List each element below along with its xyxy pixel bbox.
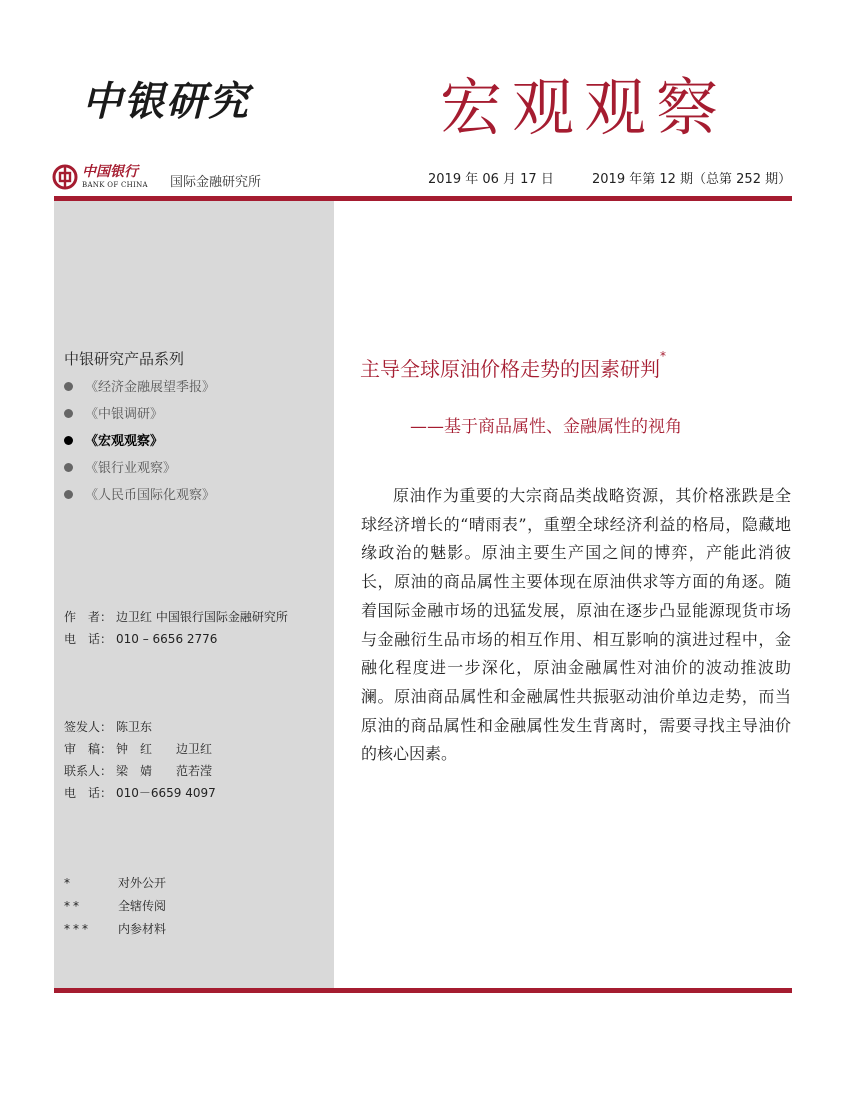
author-value: 边卫红 中国银行国际金融研究所 <box>116 610 288 624</box>
classification-label: 内参材料 <box>118 922 167 936</box>
series-item-label: 《人民币国际化观察》 <box>85 488 216 503</box>
reviewer-row <box>64 738 216 760</box>
article-subtitle: ——基于商品属性、金融属性的视角 <box>410 417 682 437</box>
article-body: 原油作为重要的大宗商品类战略资源，其价格涨跌是全球经济增长的“晴雨表”，重塑全球经济利益的格局，隐藏地缘政治的魅影。原油主要生产国之间的博弈，产能此消彼长，原油的商品属性主要体现在原油供求等方面的角逐。随着国际金融市场的迅猛发展，原油在逐步凸显能源现货市场与金融衍生品市场的相互作用、相互影响的演进过程中，金融化程度进一步深化，原油金融属性对油价的波动推波助澜。原油商品属性和金融属性共振驱动油价单边走势，而当原油的商品属性和金融属性发生背离时，需要寻找主导油价的核心因素。 <box>361 486 791 764</box>
series-item-label: 《中银调研》 <box>85 407 164 422</box>
approval-block <box>64 716 216 804</box>
series-heading: 中银研究产品系列 <box>64 350 185 368</box>
signer-label: 签发人： <box>64 720 113 734</box>
article-title <box>360 349 666 382</box>
signer-value: 陈卫东 <box>116 720 153 734</box>
institute-name: 国际金融研究所 <box>170 175 262 190</box>
phone-value: 010－6659 4097 <box>116 786 216 800</box>
classification-row <box>64 872 166 895</box>
contact-phone-row <box>64 782 216 804</box>
contact-label: 联系人： <box>64 764 113 778</box>
series-item-label: 《银行业观察》 <box>85 461 177 476</box>
series-item-active <box>64 432 215 459</box>
reviewer-value: 钟 红 边卫红 <box>116 742 213 756</box>
article-title-text: 主导全球原油价格走势的因素研判 <box>360 357 660 381</box>
classification-row <box>64 918 166 941</box>
bullet-icon <box>64 409 73 418</box>
reviewer-label: 审 稿： <box>64 742 113 756</box>
phone-label: 电 话： <box>64 786 113 800</box>
series-item-label: 《宏观观察》 <box>85 434 164 449</box>
sidebar-panel <box>54 201 334 988</box>
author-label: 作 者： <box>64 610 113 624</box>
author-phone-row <box>64 628 288 650</box>
classification-stars: * <box>64 876 73 890</box>
classification-stars: ** <box>64 899 82 913</box>
author-block <box>64 606 288 650</box>
series-item <box>64 378 215 405</box>
classification-legend <box>64 872 166 941</box>
series-item-label: 《经济金融展望季报》 <box>85 380 216 395</box>
series-item <box>64 459 215 486</box>
logo-calligraphy: 中银研究 <box>82 78 250 125</box>
footnote-mark: * <box>660 349 666 363</box>
bottom-divider <box>54 988 792 993</box>
issue-number: 2019 年第 12 期（总第 252 期） <box>592 172 792 187</box>
series-item <box>64 405 215 432</box>
classification-label: 对外公开 <box>118 876 167 890</box>
contact-row <box>64 760 216 782</box>
phone-value: 010 – 6656 2776 <box>116 632 218 646</box>
contact-value: 梁 婧 范若滢 <box>116 764 213 778</box>
report-series-title: 宏观观察 <box>440 71 729 144</box>
bullet-icon <box>64 436 73 445</box>
signer-row <box>64 716 216 738</box>
bank-of-china-logo-icon <box>52 164 78 190</box>
bank-name-en: BANK OF CHINA <box>82 181 148 189</box>
publish-date: 2019 年 06 月 17 日 <box>428 172 554 187</box>
classification-stars: *** <box>64 922 91 936</box>
bullet-icon <box>64 382 73 391</box>
author-row <box>64 606 288 628</box>
bank-name-cn: 中国银行 <box>82 164 138 180</box>
bullet-icon <box>64 490 73 499</box>
series-list <box>64 378 215 513</box>
phone-label: 电 话： <box>64 632 113 646</box>
classification-label: 全辖传阅 <box>118 899 167 913</box>
classification-row <box>64 895 166 918</box>
series-item <box>64 486 215 513</box>
bullet-icon <box>64 463 73 472</box>
